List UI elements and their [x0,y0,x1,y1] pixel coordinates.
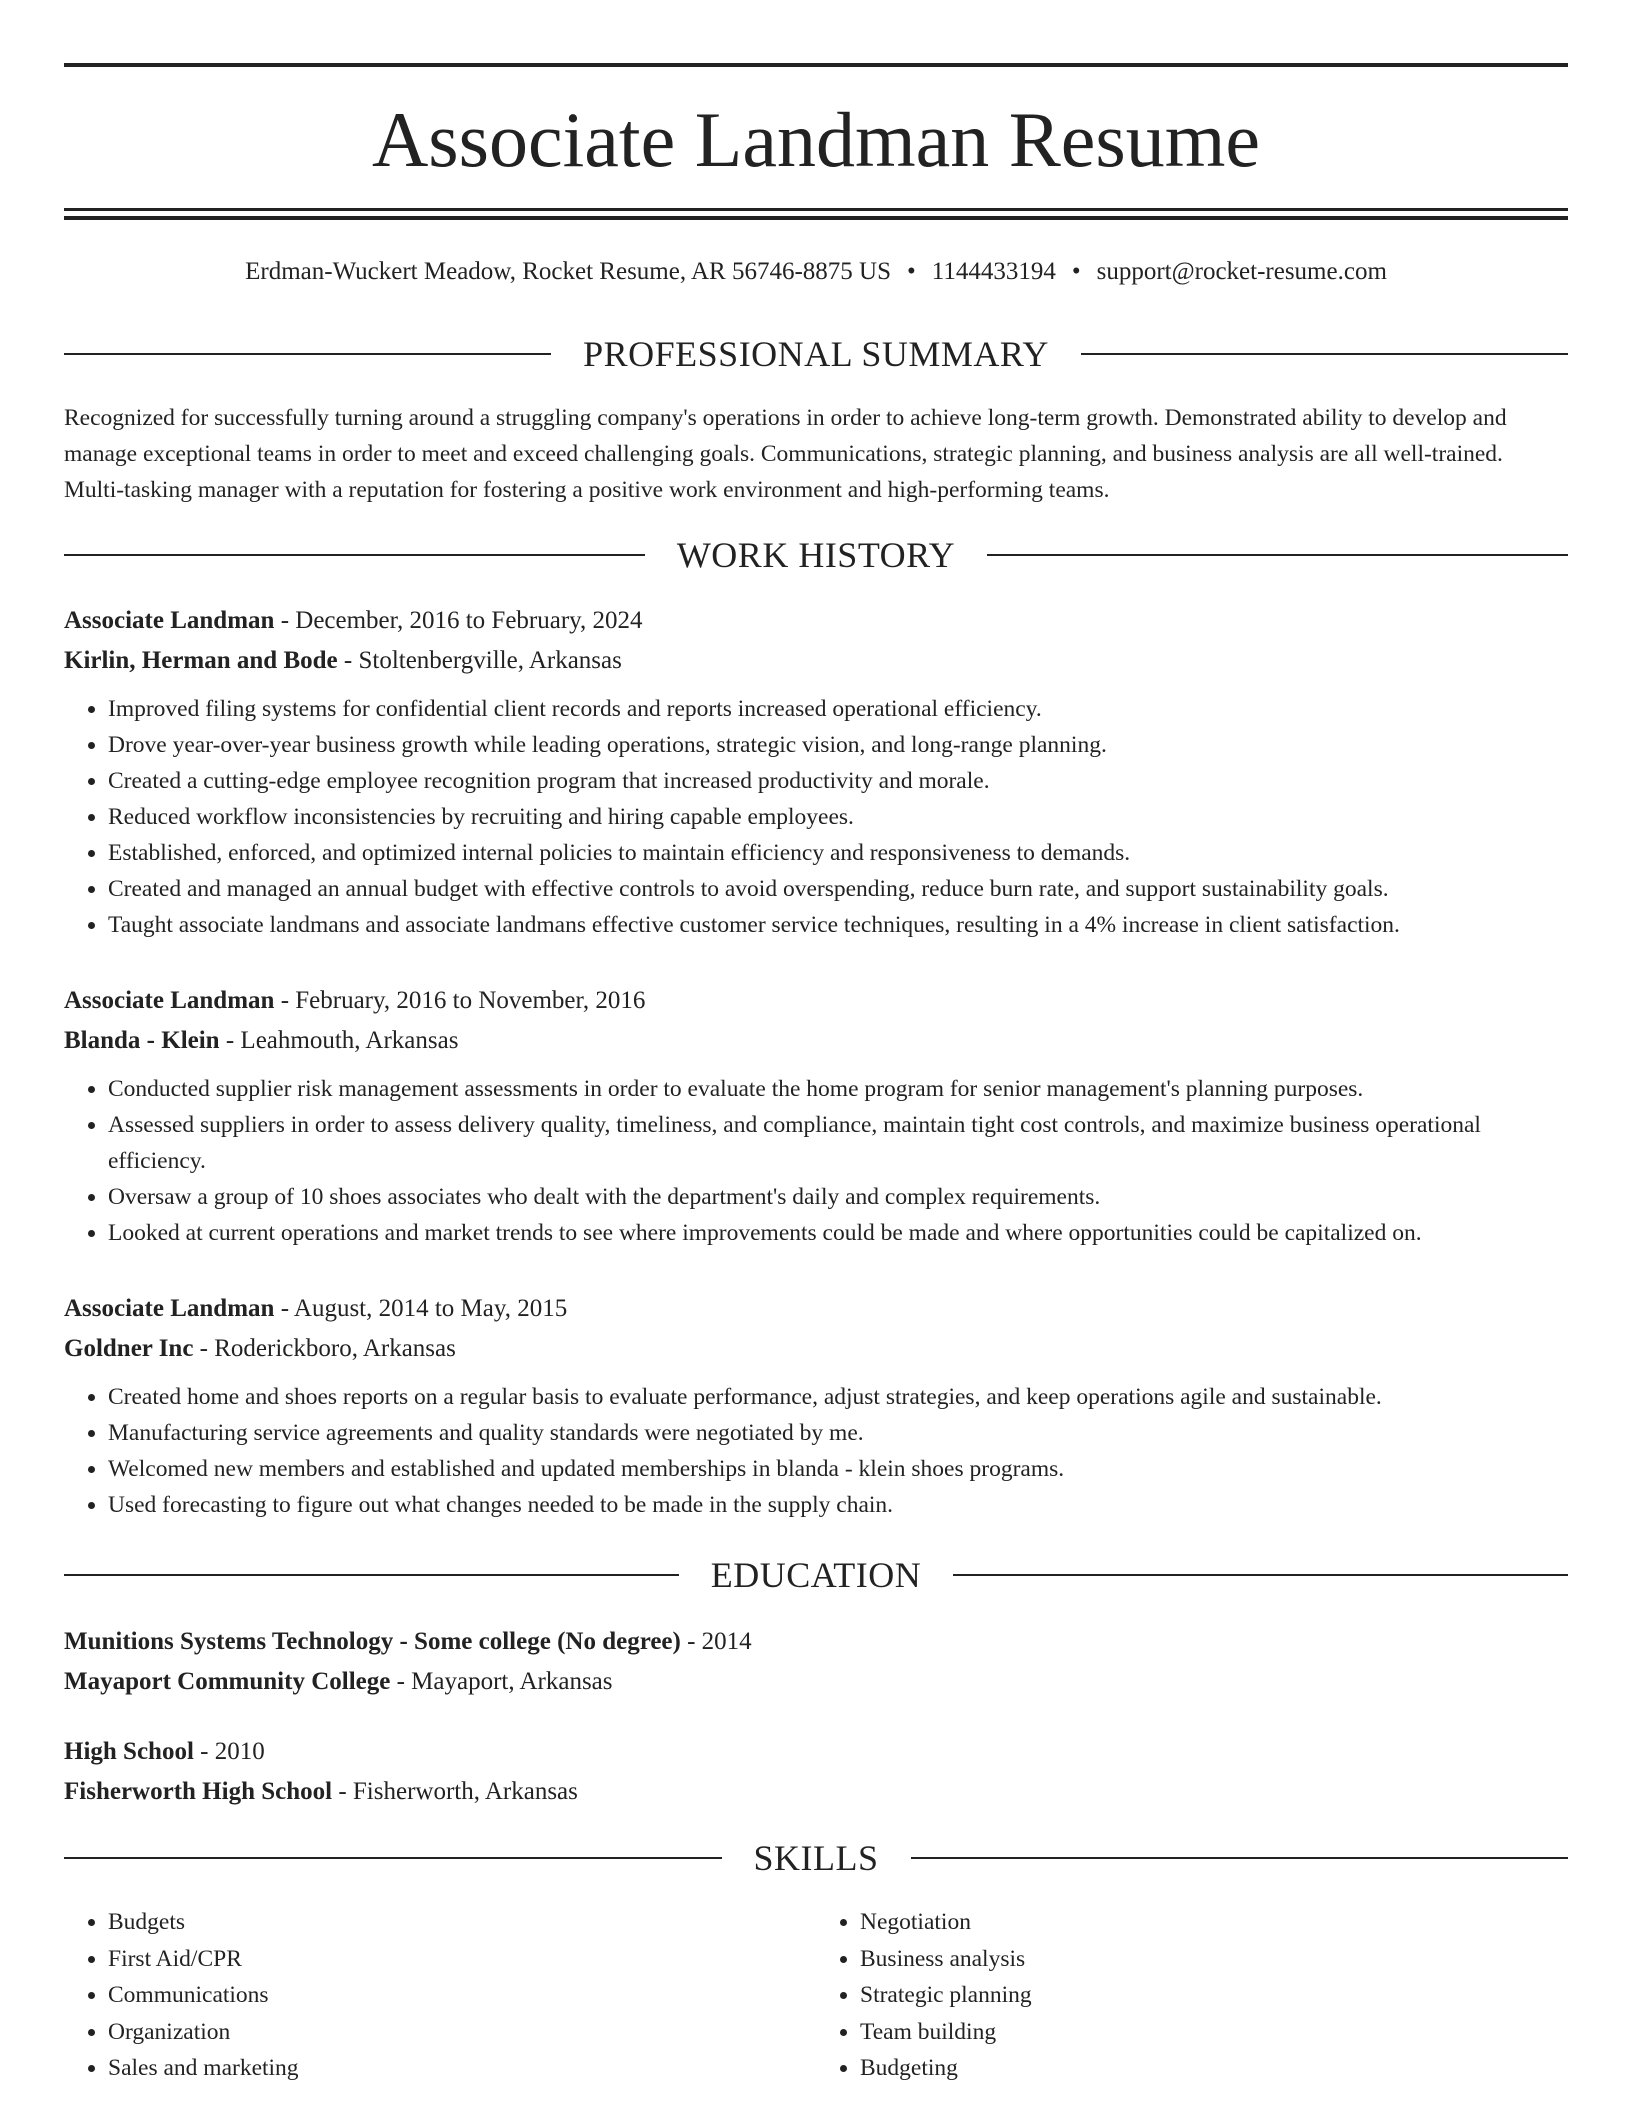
section-title: WORK HISTORY [676,535,956,575]
section-title: PROFESSIONAL SUMMARY [583,334,1049,374]
job-bullets [64,691,1568,943]
education-entry [64,1732,1568,1812]
job-bullets [64,1379,1568,1523]
education-school-line [64,1772,1568,1812]
contact-separator: • [1071,258,1081,285]
education-degree-line [64,1622,1568,1662]
header-top-rule [64,63,1568,67]
header-bottom-rule-2 [64,216,1568,220]
job-company: Goldner Inc [64,1335,194,1362]
contact-address: Erdman-Wuckert Meadow, Rocket Resume, AR 56746-8875 US [245,258,891,285]
education-year: - 2010 [193,1738,265,1765]
education-degree: Munitions Systems Technology - Some college (No degree) [64,1628,681,1655]
contact-line [64,254,1568,290]
resume-title: Associate Landman Resume [371,96,1261,183]
job-bullet: • Looked at current operations and market trends to see where improvements could be made and where opportunities could be capitalized on. [108,1215,1568,1251]
skill-item: • Budgeting [860,2050,1568,2087]
contact-separator: • [906,258,916,285]
skills-list-right [816,1904,1568,2087]
skill-item: • Organization [108,2014,816,2051]
heading-rule-right [1081,353,1568,355]
skill-item: • Negotiation [860,1904,1568,1941]
education-degree-line [64,1732,1568,1772]
skills-columns [64,1904,1568,2087]
skill-item: • Sales and marketing [108,2050,816,2087]
education-location: - Mayaport, Arkansas [390,1668,613,1695]
education-year: - 2014 [680,1628,752,1655]
heading-rule-right [987,554,1568,556]
job-dates: - August, 2014 to May, 2015 [274,1295,568,1322]
job-entry [64,601,1568,943]
job-company-line [64,1021,1568,1061]
education-location: - Fisherworth, Arkansas [332,1778,578,1805]
education-school-line [64,1662,1568,1702]
education-degree: High School [64,1738,194,1765]
section-heading-work-history [64,533,1568,577]
job-company: Kirlin, Herman and Bode [64,647,338,674]
job-bullet: • Manufacturing service agreements and quality standards were negotiated by me. [108,1415,1568,1451]
job-bullet: • Taught associate landmans and associate landmans effective customer service techniques, resulting in a 4% increase in client satisfaction. [108,907,1568,943]
job-bullet: • Conducted supplier risk management assessments in order to evaluate the home program for senior management's planning purposes. [108,1071,1568,1107]
job-bullet: • Improved filing systems for confidential client records and reports increased operational efficiency. [108,691,1568,727]
heading-rule-left [64,353,551,355]
heading-rule-left [64,1574,679,1576]
job-dates: - February, 2016 to November, 2016 [274,987,646,1014]
contact-email: support@rocket-resume.com [1096,258,1387,285]
job-bullet: • Used forecasting to figure out what changes needed to be made in the supply chain. [108,1487,1568,1523]
job-company-line [64,641,1568,681]
job-location: - Leahmouth, Arkansas [219,1027,459,1054]
job-entry [64,1289,1568,1523]
job-company: Blanda - Klein [64,1027,220,1054]
job-title-line [64,1289,1568,1329]
skill-item: • Strategic planning [860,1977,1568,2014]
job-title: Associate Landman [64,987,275,1014]
job-bullets [64,1071,1568,1251]
skills-list-left [64,1904,816,2087]
section-heading-education [64,1553,1568,1597]
job-title-line [64,981,1568,1021]
section-heading-summary [64,332,1568,376]
job-location: - Roderickboro, Arkansas [193,1335,456,1362]
job-title-line [64,601,1568,641]
skill-item: • Communications [108,1977,816,2014]
summary-text: Recognized for successfully turning around a struggling company's operations in order to achieve long-term growth. Demonstrated ability to develop and manage exceptional teams in order to meet and exceed challenging goals. Communications, strategic planning, and business analysis are all well-trained. Multi-tasking manager with a reputation for fostering a positive work environment and high-performing teams. [64,405,1507,503]
section-heading-skills [64,1836,1568,1880]
header-bottom-rule-1 [64,208,1568,211]
job-bullet: • Oversaw a group of 10 shoes associates who dealt with the department's daily and complex requirements. [108,1179,1568,1215]
job-location: - Stoltenbergville, Arkansas [337,647,622,674]
skill-item: • Budgets [108,1904,816,1941]
skill-item: • Business analysis [860,1941,1568,1978]
heading-rule-right [911,1857,1569,1859]
job-bullet: • Reduced workflow inconsistencies by recruiting and hiring capable employees. [108,799,1568,835]
heading-rule-left [64,1857,722,1859]
job-bullet: • Created and managed an annual budget with effective controls to avoid overspending, reduce burn rate, and support sustainability goals. [108,871,1568,907]
job-bullet: • Assessed suppliers in order to assess delivery quality, timeliness, and compliance, maintain tight cost controls, and maximize business operational efficiency. [108,1107,1568,1179]
job-company-line [64,1329,1568,1369]
heading-rule-left [64,554,645,556]
job-bullet: • Established, enforced, and optimized internal policies to maintain efficiency and responsiveness to demands. [108,835,1568,871]
job-bullet: • Drove year-over-year business growth while leading operations, strategic vision, and long-range planning. [108,727,1568,763]
skill-item: • Team building [860,2014,1568,2051]
education-school: Mayaport Community College [64,1668,391,1695]
education-school: Fisherworth High School [64,1778,333,1805]
section-title: EDUCATION [710,1555,922,1595]
job-bullet: • Welcomed new members and established and updated memberships in blanda - klein shoes programs. [108,1451,1568,1487]
heading-rule-right [953,1574,1568,1576]
job-bullet: • Created home and shoes reports on a regular basis to evaluate performance, adjust strategies, and keep operations agile and sustainable. [108,1379,1568,1415]
job-title: Associate Landman [64,1295,275,1322]
section-title: SKILLS [753,1838,879,1878]
job-dates: - December, 2016 to February, 2024 [274,607,643,634]
job-entry [64,981,1568,1251]
contact-phone: 1144433194 [931,258,1056,285]
job-title: Associate Landman [64,607,275,634]
skill-item: • First Aid/CPR [108,1941,816,1978]
education-entry [64,1622,1568,1702]
job-bullet: • Created a cutting-edge employee recognition program that increased productivity and morale. [108,763,1568,799]
